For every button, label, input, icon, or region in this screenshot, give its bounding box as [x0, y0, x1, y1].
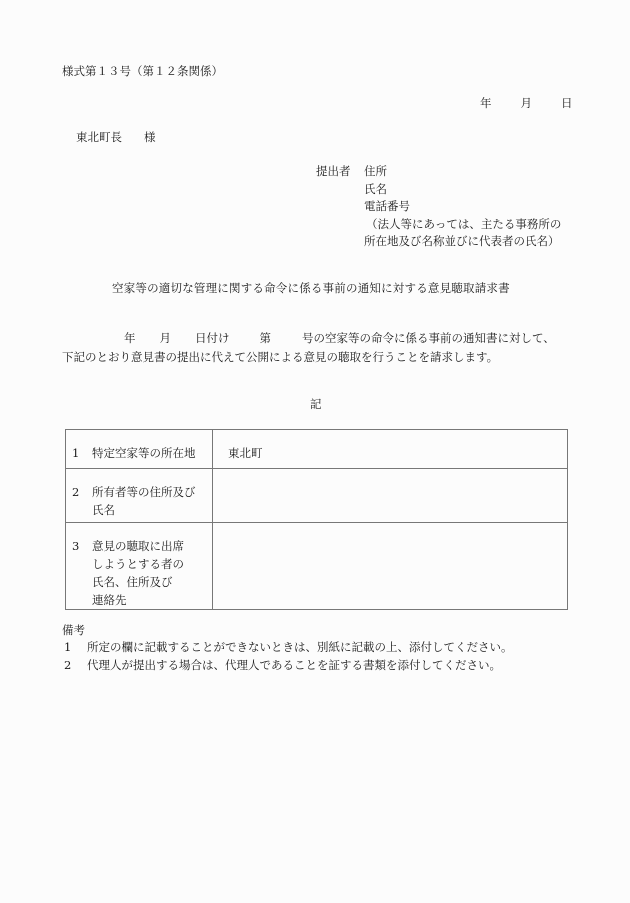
submitter-corporate-note-line2: 所在地及び名称並びに代表者の氏名） — [364, 234, 560, 248]
row-label-line: 特定空家等の所在地 — [92, 446, 196, 460]
details-table — [65, 429, 568, 610]
submitter-name-label: 氏名 — [364, 181, 387, 196]
remarks-item — [64, 660, 501, 672]
row-number: 3 — [72, 539, 80, 553]
table-label-cell — [66, 469, 213, 523]
submitter-fields — [364, 166, 561, 254]
submitter-phone-label: 電話番号 — [364, 199, 410, 213]
ki-heading: 記 — [310, 397, 322, 411]
table-row — [66, 430, 568, 469]
owner-address-name-field[interactable] — [213, 469, 568, 523]
row-label-line: 所有者等の住所及び — [92, 485, 196, 499]
row-label — [92, 537, 212, 609]
row-value — [213, 523, 567, 537]
submitter-label: 提出者 — [316, 164, 351, 178]
table-row — [66, 469, 568, 523]
submitter-address-label: 住所 — [364, 164, 387, 178]
row-label-line: 氏名、住所及び — [92, 575, 173, 589]
addressee-honorific: 様 — [144, 130, 156, 144]
remarks-item-number: 1 — [64, 640, 72, 654]
row-label-line: しようとする者の — [92, 557, 184, 571]
row-number: 1 — [72, 446, 80, 460]
row-label-line: 連絡先 — [92, 593, 127, 607]
row-label-line: 意見の聴取に出席 — [92, 539, 184, 553]
addressee — [76, 132, 156, 144]
remarks-item-text: 所定の欄に記載することができないときは、別紙に記載の上、添付してください。 — [87, 640, 513, 654]
date-day-label: 日 — [561, 96, 573, 110]
row-value: 東北町 — [228, 446, 263, 460]
row-number: 2 — [72, 485, 80, 499]
row-label — [92, 483, 212, 519]
row-label — [92, 444, 212, 462]
table-label-cell — [66, 523, 213, 610]
remarks-item-text: 代理人が提出する場合は、代理人であることを証する書類を添付してください。 — [87, 658, 501, 672]
body-year-label: 年 — [124, 331, 136, 345]
body-day-label: 日付け — [195, 331, 230, 345]
remarks-item — [64, 642, 513, 654]
addressee-name: 東北町長 — [76, 130, 122, 144]
remarks-title: 備考 — [62, 623, 85, 637]
table-row — [66, 523, 568, 610]
row-value — [213, 469, 567, 483]
date-month-label: 月 — [520, 96, 532, 110]
request-body-line2: 下記のとおり意見書の提出に代えて公開による意見の聴取を行うことを請求します。 — [62, 350, 499, 364]
date-line — [480, 98, 573, 110]
remarks-item-number: 2 — [64, 658, 72, 672]
date-year-label: 年 — [480, 96, 492, 110]
body-number-prefix: 第 — [259, 331, 271, 345]
body-line1-rest: 号の空家等の命令に係る事前の通知書に対して、 — [302, 331, 555, 345]
attendee-info-field[interactable] — [213, 523, 568, 610]
submitter-corporate-note-line1: （法人等にあっては、主たる事務所の — [366, 216, 562, 231]
table-label-cell — [66, 430, 213, 469]
row-label-line: 氏名 — [92, 503, 115, 517]
document-title: 空家等の適切な管理に関する命令に係る事前の通知に対する意見聴取請求書 — [112, 281, 510, 295]
request-body-line1 — [124, 333, 555, 345]
body-month-label: 月 — [159, 331, 171, 345]
form-number: 様式第１３号（第１２条関係） — [62, 64, 223, 78]
property-location-field[interactable] — [213, 430, 568, 469]
